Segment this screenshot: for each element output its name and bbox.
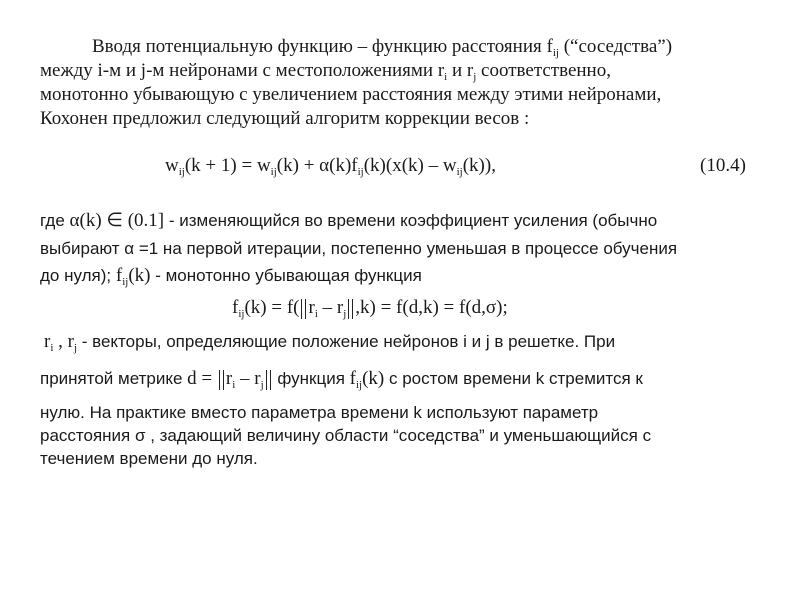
para3-f: f xyxy=(349,368,356,389)
norm-bar-left-2 xyxy=(219,370,224,390)
norm-bar-right xyxy=(348,299,353,319)
para1-line2-sub1: i xyxy=(444,71,448,83)
eq2-r1: r xyxy=(308,297,315,318)
eq2-f: f xyxy=(232,297,239,318)
para2-line1-c: - изменяющийся во времени коэффициент усиления (обычно xyxy=(164,211,658,230)
eq1-w: w xyxy=(165,155,179,176)
para3-r: r xyxy=(225,368,233,389)
para2-line3-c: - монотонно убывающая функция xyxy=(150,266,422,285)
para3-line5-text: течением времени до нуля. xyxy=(40,449,258,468)
eq2-sub: ij xyxy=(238,308,245,320)
para3-line3-text: нулю. На практике вместо параметра времени k используют параметр xyxy=(40,403,599,422)
para3-line2-a: принятой метрике xyxy=(40,369,188,388)
para3-l2-sub-i: i xyxy=(232,379,236,391)
para1-line1-text: Вводя потенциальную функцию – функцию расстояния f xyxy=(92,36,553,57)
para1-line3 xyxy=(40,84,661,106)
para1-line4-text: Кохонен предложил следующий алгоритм коррекции весов : xyxy=(40,108,530,129)
para3-k: (k) xyxy=(362,368,385,389)
eq1-sub4: ij xyxy=(456,166,463,178)
para3-line5 xyxy=(40,446,258,472)
para3-r1: r xyxy=(44,331,51,352)
para3-sub-i: i xyxy=(50,342,54,354)
para3-line1-text: - векторы, определяющие положение нейронов i и j в решетке. При xyxy=(77,332,616,351)
para2-line2 xyxy=(40,236,677,262)
eq1-sub3: ij xyxy=(357,166,364,178)
para3-d: d = xyxy=(187,368,217,389)
para3-minus: – r xyxy=(235,368,261,389)
equation-number: (10.4) xyxy=(700,155,746,176)
para3-line4-text: расстояния σ , задающий величину области “соседства” и уменьшающийся с xyxy=(40,426,652,445)
para3-line1 xyxy=(44,329,615,357)
eq2-minus: – r xyxy=(317,297,344,318)
para1-line1-tail: (“соседства”) xyxy=(558,36,673,57)
para2-k: (k) xyxy=(128,265,151,286)
para1-line1 xyxy=(92,36,672,60)
para1-line2 xyxy=(40,60,611,84)
para2-line3-a: до нуля); xyxy=(40,266,116,285)
para3-r2: , r xyxy=(53,331,74,352)
para3-line2 xyxy=(40,366,643,394)
para3-line2-b: функция xyxy=(272,369,350,388)
para2-f-sub: ij xyxy=(122,276,129,288)
para1-line3-text: монотонно убывающую с увеличением расстояния между этими нейронами, xyxy=(40,84,662,105)
para1-line2-text: между i-м и j-м нейронами с местоположениями r xyxy=(40,60,445,81)
para3-f-sub: ij xyxy=(355,379,363,391)
equation-neighborhood xyxy=(232,297,508,319)
eq1-part-c: (k) + α(k)f xyxy=(276,155,358,176)
eq2-part-b: (k) = f( xyxy=(244,297,300,318)
para2-line1 xyxy=(40,208,657,234)
eq1-part-e: (k)), xyxy=(462,155,496,176)
para1-line2-mid: и r xyxy=(447,60,474,81)
para1-line2-sub2: j xyxy=(473,71,477,83)
eq1-sub1: ij xyxy=(178,166,185,178)
para2-line1-a: где xyxy=(40,211,70,230)
para2-line3 xyxy=(40,263,422,291)
para2-f: f xyxy=(115,265,123,286)
eq1-part-d: (k)(x(k) – w xyxy=(363,155,457,176)
para3-l2-sub-j: j xyxy=(260,379,264,391)
para1-line1-sub: ij xyxy=(552,47,559,59)
eq1-sub2: ij xyxy=(270,166,277,178)
para2-alpha-range: α(k) ∈ (0.1] xyxy=(69,210,165,231)
para1-line4 xyxy=(40,108,529,130)
para3-sub-j: j xyxy=(73,342,78,354)
equation-10-4 xyxy=(165,155,496,177)
norm-bar-right-2 xyxy=(266,370,271,390)
norm-bar-left xyxy=(301,299,306,319)
eq2-sub-j: j xyxy=(343,308,347,320)
eq2-sub-i: i xyxy=(314,308,318,320)
eq1-part-b: (k + 1) = w xyxy=(184,155,271,176)
para1-line2-tail: соответственно, xyxy=(476,60,611,81)
eq2-part-c: ,k) = f(d,k) = f(d,σ); xyxy=(355,297,508,318)
para2-line2-text: выбирают α =1 на первой итерации, постепенно уменьшая в процессе обучения xyxy=(40,239,678,258)
para3-line2-c: с ростом времени k стремится к xyxy=(384,369,643,388)
